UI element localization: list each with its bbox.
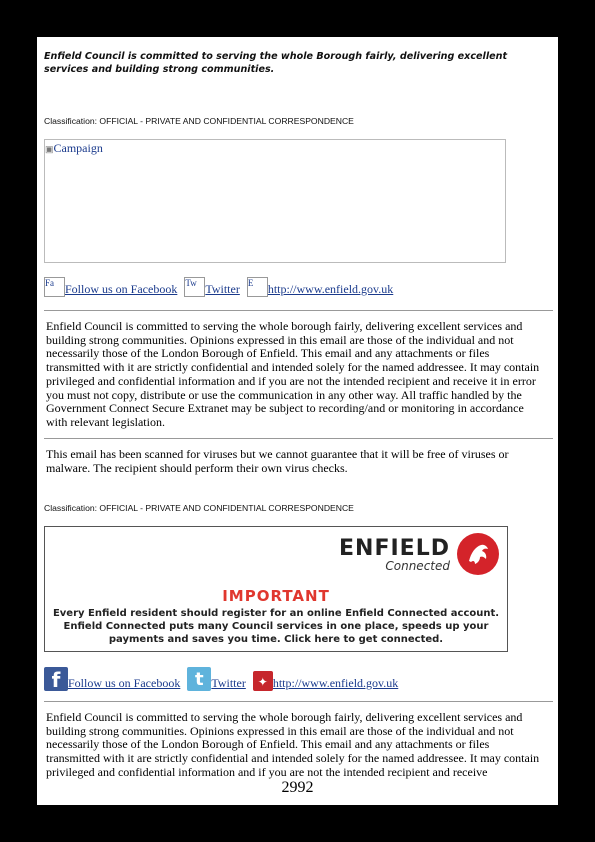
- enfield-logo-text: ENFIELD: [339, 536, 450, 561]
- document-page: [37, 37, 558, 805]
- twitter-icon[interactable]: t: [187, 667, 211, 691]
- twitter-link[interactable]: Twitter: [205, 282, 240, 296]
- twitter-link[interactable]: Twitter: [211, 676, 246, 690]
- broken-image-icon: ▣Campaign: [45, 141, 103, 155]
- banner-line: Every Enfield resident should register for an online Enfield Connected account.: [52, 608, 500, 619]
- enfield-icon[interactable]: E: [247, 277, 268, 297]
- campaign-image[interactable]: [44, 139, 506, 263]
- classification-bottom: [44, 503, 354, 513]
- divider: [44, 310, 553, 311]
- divider: [44, 438, 553, 439]
- divider: [44, 701, 553, 702]
- website-link[interactable]: http://www.enfield.gov.uk: [272, 676, 399, 690]
- council-tagline: Enfield Council is committed to serving the whole Borough fairly, delivering excellent services and building strong communities.: [44, 51, 508, 75]
- classification-label: Classification:: [44, 116, 98, 126]
- enfield-logo-sub: Connected: [385, 559, 450, 573]
- classification-value: OFFICIAL - PRIVATE AND CONFIDENTIAL CORRESPONDENCE: [99, 503, 354, 513]
- classification-top: [44, 116, 354, 126]
- dragon-logo-icon: [457, 533, 499, 575]
- banner-body: [45, 607, 507, 646]
- important-heading: IMPORTANT: [222, 587, 330, 605]
- facebook-link[interactable]: Follow us on Facebook: [65, 282, 178, 296]
- social-links-top: [44, 277, 393, 297]
- facebook-link[interactable]: Follow us on Facebook: [68, 676, 181, 690]
- facebook-icon[interactable]: Fa: [44, 277, 65, 297]
- classification-value: OFFICIAL - PRIVATE AND CONFIDENTIAL CORRESPONDENCE: [99, 116, 354, 126]
- banner-line: Enfield Connected puts many Council services in one place, speeds up your: [63, 621, 489, 632]
- page-number: 2992: [281, 779, 314, 796]
- twitter-icon[interactable]: Tw: [184, 277, 205, 297]
- banner-line: payments and saves you time. Click here to get connected.: [108, 634, 444, 645]
- classification-label: Classification:: [44, 503, 98, 513]
- enfield-connected-banner[interactable]: [44, 526, 508, 652]
- enfield-icon[interactable]: ✦: [253, 671, 273, 691]
- disclaimer-text: Enfield Council is committed to serving the whole borough fairly, delivering excellent services and building strong communities. Opinions expressed in this email are those of the individual and not necessarily those of the London Borough of Enfield. This email and any attachments or files transmitted with it are strictly confidential and intended solely for the named addressee. It may contain privileged and confidential information and if you are not the intended recipient and receive it in error you must not copy, distribute or use the communication in any other way. All traffic handled by the Government Connect Secure Extranet may be subject to recording/and or monitoring in accordance with relevant legislation.: [46, 319, 540, 429]
- website-link[interactable]: http://www.enfield.gov.uk: [267, 282, 394, 296]
- virus-notice: This email has been scanned for viruses but we cannot guarantee that it will be free of viruses or malware. The recipient should perform their own virus checks.: [46, 447, 509, 475]
- disclaimer-text: Enfield Council is committed to serving the whole borough fairly, delivering excellent services and building strong communities. Opinions expressed in this email are those of the individual and not necessarily those of the London Borough of Enfield. This email and any attachments or files transmitted with it are strictly confidential and intended solely for the named addressee. It may contain privileged and confidential information and if you are not the intended recipient and receive: [46, 710, 540, 779]
- social-links-bottom: [44, 667, 398, 691]
- facebook-icon[interactable]: f: [44, 667, 68, 691]
